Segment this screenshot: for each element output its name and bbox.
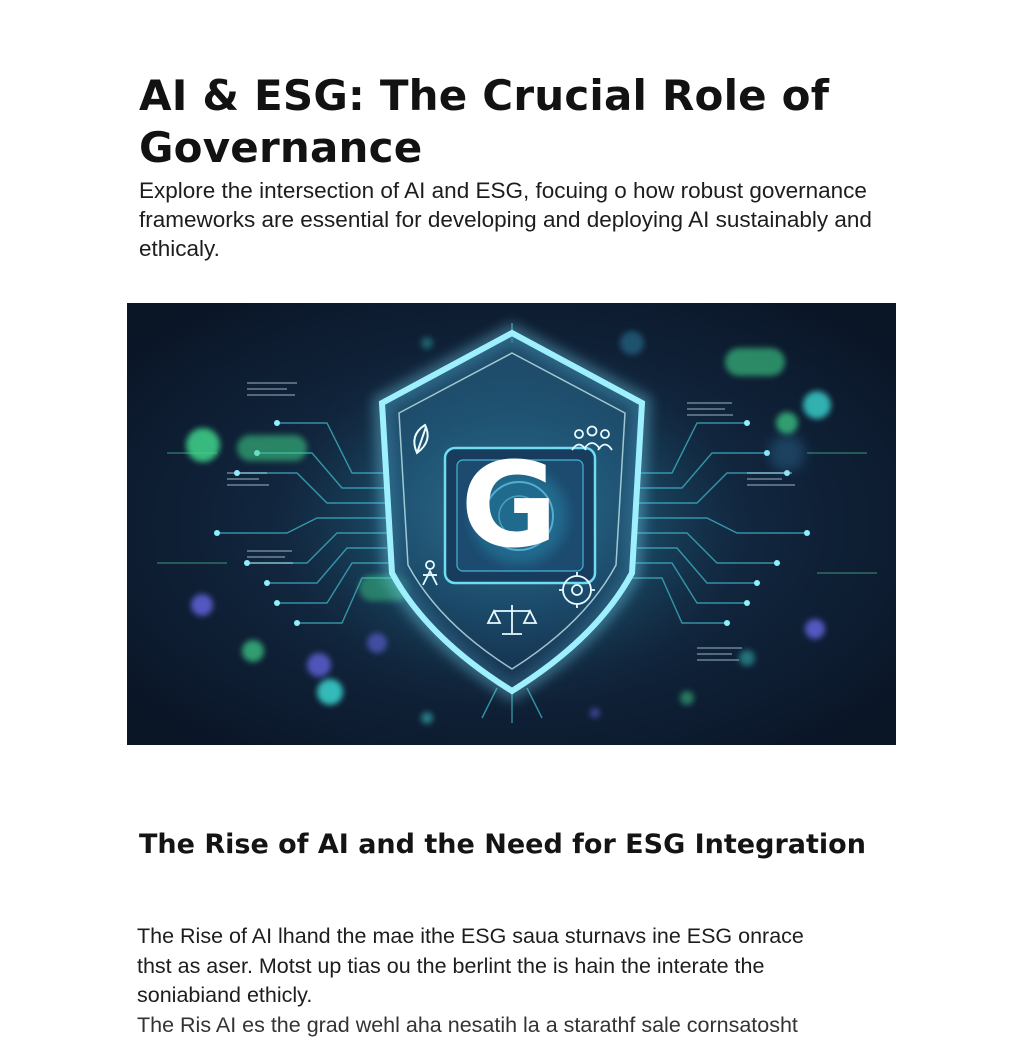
body-line: The Rise of AI lhand the mae ithe ESG saua sturnavs ine ESG onrace bbox=[137, 922, 897, 952]
shield-letter: G bbox=[461, 436, 558, 574]
body-line: soniabiand ethicly. bbox=[137, 981, 897, 1011]
hero-image bbox=[127, 303, 896, 745]
body-paragraph bbox=[137, 922, 897, 1040]
governance-shield-illustration bbox=[127, 303, 896, 745]
page-title: AI & ESG: The Crucial Role of Governance bbox=[139, 70, 899, 174]
body-line: thst as aser. Motst up tias ou the berlint the is hain the interate the bbox=[137, 952, 897, 982]
body-line: The Ris AI es the grad wehl aha nesatih la a starathf sale cornsatosht bbox=[137, 1011, 897, 1040]
page-subtitle: Explore the intersection of AI and ESG, focuing o how robust governance frameworks are essential for developing and deploying AI sustainably and ethicaly. bbox=[139, 176, 899, 263]
section-heading: The Rise of AI and the Need for ESG Integration bbox=[139, 827, 919, 863]
